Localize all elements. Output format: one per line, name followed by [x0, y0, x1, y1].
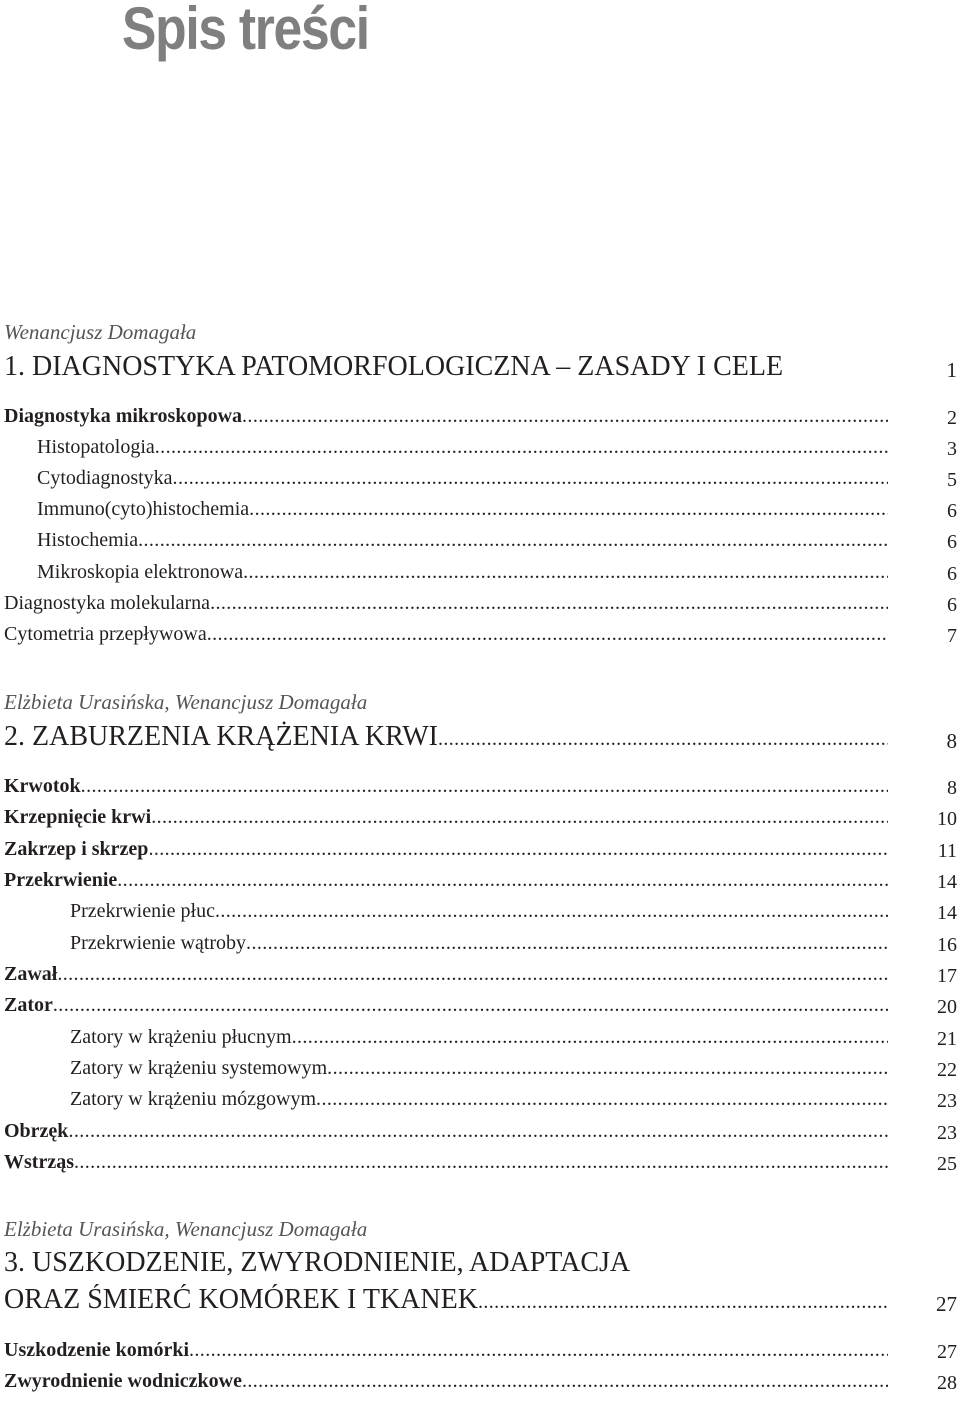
toc-entry[interactable] — [4, 963, 888, 993]
dot-leader — [74, 1151, 888, 1174]
dot-leader — [189, 1339, 888, 1362]
page-number: 10 — [937, 808, 957, 830]
page-number: 25 — [937, 1153, 957, 1175]
dot-leader — [138, 529, 888, 552]
page-number: 22 — [937, 1059, 957, 1081]
toc-entry-label: Immuno(cyto)histochemia — [37, 498, 250, 520]
toc-entry-label: Mikroskopia elektronowa — [37, 561, 244, 583]
toc-entry[interactable] — [70, 1026, 888, 1056]
chapter-author: Elżbieta Urasińska, Wenancjusz Domagała — [4, 1217, 368, 1241]
dot-leader — [155, 436, 888, 459]
chapter-author: Wenancjusz Domagała — [4, 320, 197, 344]
toc-entry-label: Zatory w krążeniu mózgowym — [70, 1088, 317, 1110]
toc-entry-label: Przekrwienie płuc — [70, 900, 215, 922]
chapter-title-line1[interactable]: 3. USZKODZENIE, ZWYRODNIENIE, ADAPTACJA — [4, 1247, 631, 1278]
page-number: 23 — [937, 1090, 957, 1112]
page-number: 27 — [937, 1341, 957, 1363]
dot-leader — [207, 623, 888, 646]
chapter-title-label: 2. ZABURZENIA KRĄŻENIA KRWI — [4, 721, 438, 752]
page-number: 28 — [937, 1372, 957, 1394]
page-number: 6 — [947, 563, 957, 585]
dot-leader — [210, 592, 888, 615]
toc-entry-label: Zawał — [4, 963, 58, 985]
dot-leader — [81, 775, 888, 798]
page-number: 5 — [947, 469, 957, 491]
toc-entry[interactable] — [37, 436, 888, 466]
page-number: 16 — [937, 934, 957, 956]
toc-entry-label: Histochemia — [37, 529, 139, 551]
dot-leader — [249, 498, 888, 521]
page-title: Spis treści — [122, 0, 369, 62]
dot-leader — [478, 1291, 888, 1314]
chapter-author: Elżbieta Urasińska, Wenancjusz Domagała — [4, 690, 368, 714]
toc-entry[interactable] — [37, 561, 888, 591]
dot-leader — [243, 561, 888, 584]
toc-entry[interactable] — [37, 467, 888, 497]
chapter-title[interactable]: 1. DIAGNOSTYKA PATOMORFOLOGICZNA – ZASADY I CELE — [4, 351, 784, 382]
toc-entry[interactable] — [4, 1339, 888, 1369]
toc-entry[interactable] — [4, 592, 888, 622]
page-number: 11 — [937, 840, 957, 862]
dot-leader — [438, 728, 888, 751]
toc-entry[interactable] — [70, 900, 888, 930]
page-number: 20 — [937, 996, 957, 1018]
toc-entry[interactable] — [70, 1088, 888, 1118]
page-number: 3 — [947, 438, 957, 460]
page-number: 6 — [947, 594, 957, 616]
toc-entry-label: Krwotok — [4, 775, 81, 797]
toc-entry[interactable] — [4, 806, 888, 836]
toc-entry[interactable] — [37, 529, 888, 559]
toc-entry[interactable] — [4, 1120, 888, 1150]
page-number: 23 — [937, 1122, 957, 1144]
toc-entry-label: Krzepnięcie krwi — [4, 806, 152, 828]
page-number: 21 — [937, 1028, 957, 1050]
dot-leader — [68, 1120, 888, 1143]
dot-leader — [327, 1057, 888, 1080]
toc-entry[interactable] — [4, 994, 888, 1024]
dot-leader — [148, 838, 888, 861]
dot-leader — [57, 963, 888, 986]
dot-leader — [242, 405, 888, 428]
page-number: 2 — [947, 407, 957, 429]
dot-leader — [246, 932, 888, 955]
chapter-title-label: ORAZ ŚMIERĆ KOMÓREK I TKANEK — [4, 1284, 478, 1315]
toc-entry-label: Zatory w krążeniu płucnym — [70, 1026, 292, 1048]
toc-entry[interactable] — [70, 932, 888, 962]
page-number: 6 — [947, 531, 957, 553]
chapter-title[interactable] — [4, 721, 888, 761]
toc-entry-label: Zwyrodnienie wodniczkowe — [4, 1370, 242, 1392]
toc-entry-label: Zakrzep i skrzep — [4, 838, 149, 860]
toc-entry[interactable] — [4, 405, 888, 435]
toc-entry-label: Zator — [4, 994, 53, 1016]
toc-entry-label: Obrzęk — [4, 1120, 69, 1142]
toc-entry-label: Zatory w krążeniu systemowym — [70, 1057, 328, 1079]
toc-entry-label: Wstrząs — [4, 1151, 74, 1173]
dot-leader — [316, 1088, 888, 1111]
page-number: 8 — [946, 729, 957, 753]
toc-entry-label: Diagnostyka molekularna — [4, 592, 211, 614]
toc-entry-label: Diagnostyka mikroskopowa — [4, 405, 243, 427]
toc-entry-label: Przekrwienie — [4, 869, 118, 891]
toc-entry[interactable] — [4, 1151, 888, 1181]
toc-entry[interactable] — [4, 838, 888, 868]
dot-leader — [53, 994, 888, 1017]
toc-entry-label: Histopatologia — [37, 436, 155, 458]
toc-entry-label: Uszkodzenie komórki — [4, 1339, 189, 1361]
dot-leader — [215, 900, 888, 923]
dot-leader — [173, 467, 888, 490]
page-number: 6 — [947, 500, 957, 522]
toc-entry[interactable] — [70, 1057, 888, 1087]
toc-entry[interactable] — [4, 775, 888, 805]
page-number: 14 — [937, 902, 957, 924]
dot-leader — [292, 1026, 888, 1049]
page-number: 14 — [937, 871, 957, 893]
toc-entry[interactable] — [4, 869, 888, 899]
toc-entry[interactable] — [4, 623, 888, 653]
page-number: 17 — [937, 965, 957, 987]
page-number: 1 — [946, 358, 957, 382]
toc-entry[interactable] — [4, 1370, 888, 1400]
dot-leader — [242, 1370, 888, 1393]
page-number: 27 — [936, 1292, 957, 1316]
toc-entry-label: Cytodiagnostyka — [37, 467, 173, 489]
page-number: 7 — [947, 625, 957, 647]
page-number: 8 — [947, 777, 957, 799]
toc-entry[interactable] — [37, 498, 888, 528]
toc-entry-label: Cytometria przepływowa — [4, 623, 207, 645]
dot-leader — [151, 806, 888, 829]
toc-entry-label: Przekrwienie wątroby — [70, 932, 247, 954]
dot-leader — [117, 869, 888, 892]
chapter-title[interactable] — [4, 1284, 888, 1324]
